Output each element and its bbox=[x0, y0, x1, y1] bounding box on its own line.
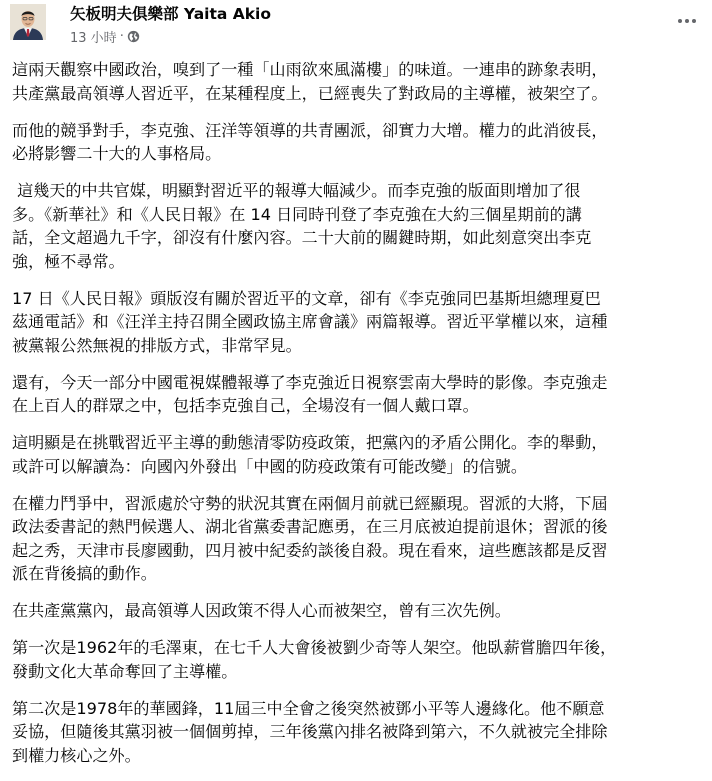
post-paragraph: 還有，今天一部分中國電視媒體報導了李克強近日視察雲南大學時的影像。李克強走 在上百人的群眾之中，包括李克強自己，全場沒有一個人戴口罩。 bbox=[12, 372, 608, 415]
post-paragraph: 在共產黨黨內，最高領導人因政策不得人心而被架空，曾有三次先例。 bbox=[12, 601, 511, 620]
post-paragraph: 第二次是1978年的華國鋒，11屆三中全會之後突然被鄧小平等人邊緣化。他不願意 妥協，但隨後其黨羽被一個個剪掉，三年後黨內排名被降到第六，不久就被完全排除 到權力核心之外。 bbox=[12, 698, 608, 765]
post-timestamp[interactable]: 13 小時 bbox=[70, 31, 117, 46]
more-options-icon-dot bbox=[692, 19, 696, 23]
post-paragraph: 17 日《人民日報》頭版沒有關於習近平的文章，卻有《李克強同巴基斯坦總理夏巴 茲通電話》和《汪洋主持召開全國政協主席會議》兩篇報導。習近平掌權以來，這種 被黨報公然無視的排版方式，非常罕見。 bbox=[12, 288, 608, 355]
more-options-icon-dot bbox=[685, 19, 689, 23]
post-header bbox=[0, 0, 712, 50]
post-paragraph: 而他的競爭對手，李克強、汪洋等領導的共青團派，卻實力大增。權力的此消彼長， 必將影響二十大的人事格局。 bbox=[12, 120, 608, 163]
post-paragraph: 這兩天觀察中國政治，嗅到了一種「山雨欲來風滿樓」的味道。一連串的跡象表明， 共產黨最高領導人習近平，在某種程度上，已經喪失了對政局的主導權，被架空了。 bbox=[12, 60, 608, 103]
post-paragraph: 在權力鬥爭中，習派處於守勢的狀況其實在兩個月前就已經顯現。習派的大將，下屆 政法委書記的熱門候選人、湖北省黨委書記應勇，在三月底被迫提前退休；習派的後 起之秀，天津市長廖國動，四月被中紀委約談後自殺。現在看來，這些應該都是反習 派在背後搞的動作。 bbox=[12, 493, 608, 583]
meta-separator: · bbox=[119, 29, 124, 44]
avatar-portrait bbox=[10, 4, 46, 40]
post-paragraph: 第一次是1962年的毛澤東，在七千人大會後被劉少奇等人架空。他臥薪嘗膽四年後， 發動文化大革命奪回了主導權。 bbox=[12, 638, 617, 681]
more-options-icon-dot bbox=[678, 19, 682, 23]
globe-icon bbox=[127, 30, 140, 43]
post-meta bbox=[70, 27, 140, 46]
avatar[interactable] bbox=[10, 4, 46, 40]
author-name[interactable]: 矢板明夫俱樂部 Yaita Akio bbox=[70, 5, 272, 23]
post-paragraph: 這幾天的中共官媒，明顯對習近平的報導大幅減少。而李克強的版面則增加了很 多。《新華社》和《人民日報》在 14 日同時刊登了李克強在大約三個星期前的講 話，全文超過九千字，卻沒有什麼內容。二十大前的關鍵時期，如此刻意突出李克 強，極不尋常。 bbox=[12, 181, 592, 271]
more-options-button[interactable] bbox=[672, 8, 702, 34]
post-body bbox=[12, 58, 708, 781]
post-paragraph: 這明顯是在挑戰習近平主導的動態清零防疫政策，把黨內的矛盾公開化。李的舉動， 或許可以解讀為：向國內外發出「中國的防疫政策有可能改變」的信號。 bbox=[12, 433, 608, 476]
